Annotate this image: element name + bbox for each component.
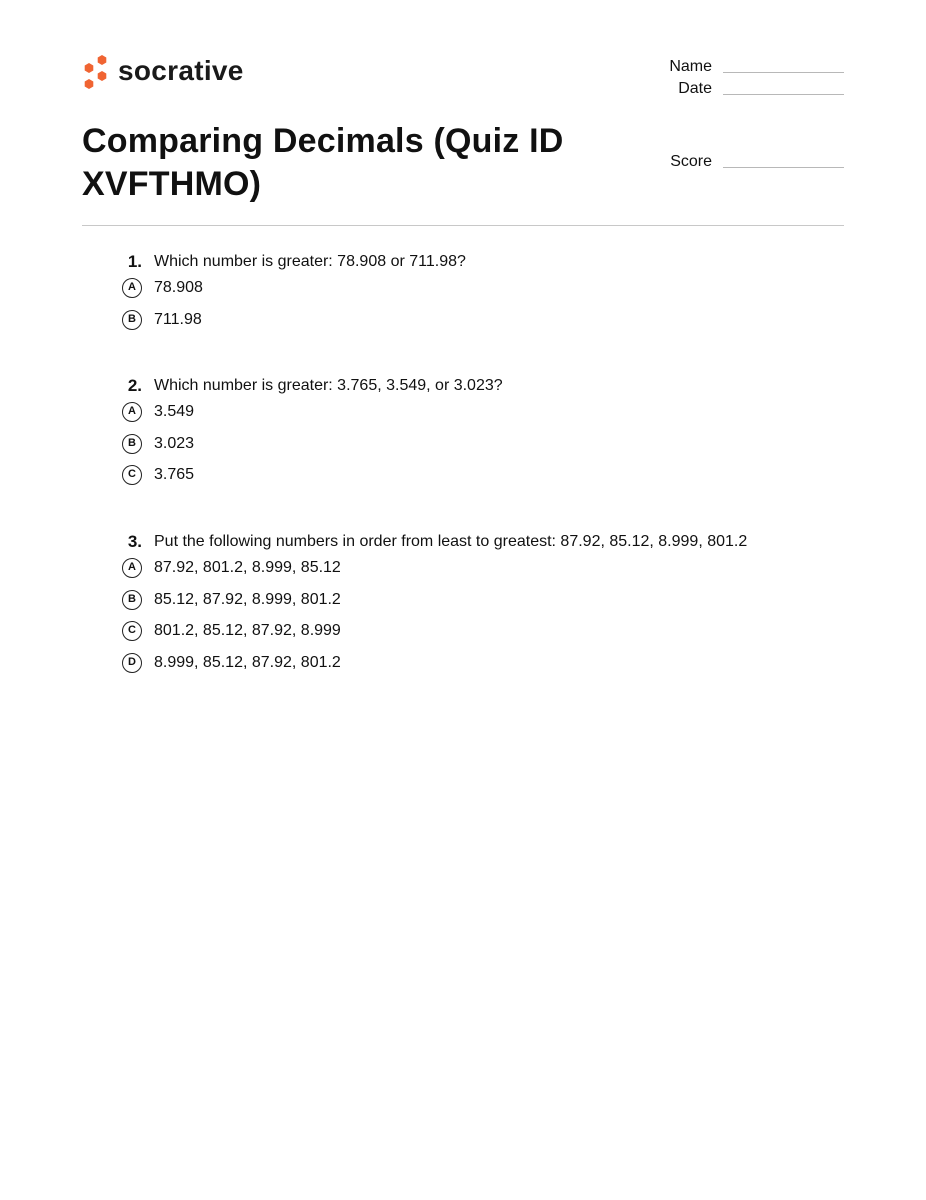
- question-header: [120, 373, 820, 399]
- question-number: 2.: [127, 376, 142, 395]
- question-text: Which number is greater: 78.908 or 711.98?: [154, 253, 466, 270]
- question-2: [120, 373, 820, 494]
- date-label: Date: [678, 80, 712, 97]
- option-text: 3.765: [154, 466, 195, 483]
- page-title: Comparing Decimals (Quiz ID XVFTHMO): [82, 122, 564, 203]
- answer-option-b[interactable]: [120, 587, 820, 619]
- option-letter-badge: B: [122, 310, 142, 330]
- date-field[interactable]: [640, 78, 844, 102]
- answer-option-c[interactable]: [120, 462, 820, 494]
- option-text: 78.908: [154, 279, 203, 296]
- answer-option-b[interactable]: [120, 307, 820, 339]
- option-text: 711.98: [154, 310, 202, 328]
- logo-wordmark: socrative: [118, 55, 244, 86]
- option-text: 3.549: [154, 403, 195, 420]
- question-text: Put the following numbers in order from least to greatest: 87.92, 85.12, 8.999, 801.2: [154, 533, 748, 550]
- header-divider: [82, 225, 844, 226]
- option-letter-badge: A: [122, 278, 142, 298]
- option-text: 8.999, 85.12, 87.92, 801.2: [154, 653, 341, 671]
- option-letter-badge: D: [122, 653, 142, 673]
- option-text: 85.12, 87.92, 8.999, 801.2: [154, 590, 341, 608]
- option-text: 87.92, 801.2, 8.999, 85.12: [154, 559, 341, 576]
- question-text: Which number is greater: 3.765, 3.549, or 3.023?: [154, 377, 503, 394]
- question-number: 1.: [127, 252, 142, 271]
- hexagon-logo-icon: [82, 53, 110, 89]
- answer-option-a[interactable]: [120, 275, 820, 307]
- option-letter-badge: B: [122, 434, 142, 454]
- question-1: [120, 249, 820, 338]
- name-field[interactable]: [640, 56, 844, 80]
- option-text: 801.2, 85.12, 87.92, 8.999: [154, 622, 341, 639]
- name-label: Name: [669, 58, 712, 75]
- answer-option-b[interactable]: [120, 431, 820, 463]
- question-3: [120, 529, 820, 681]
- option-letter-badge: C: [122, 465, 142, 485]
- option-letter-badge: B: [122, 590, 142, 610]
- answer-option-a[interactable]: [120, 555, 820, 587]
- question-header: [120, 529, 820, 555]
- score-label: Score: [670, 153, 712, 170]
- answer-option-a[interactable]: [120, 399, 820, 431]
- name-line[interactable]: [723, 72, 844, 73]
- option-letter-badge: A: [122, 402, 142, 422]
- score-field[interactable]: [640, 151, 844, 175]
- socrative-logo: [82, 53, 244, 89]
- answer-option-d[interactable]: [120, 650, 820, 682]
- answer-option-c[interactable]: [120, 618, 820, 650]
- score-line[interactable]: [723, 167, 844, 168]
- option-letter-badge: C: [122, 621, 142, 641]
- option-text: 3.023: [154, 434, 195, 452]
- option-letter-badge: A: [122, 558, 142, 578]
- question-header: [120, 249, 820, 275]
- date-line[interactable]: [723, 94, 844, 95]
- question-number: 3.: [127, 532, 142, 551]
